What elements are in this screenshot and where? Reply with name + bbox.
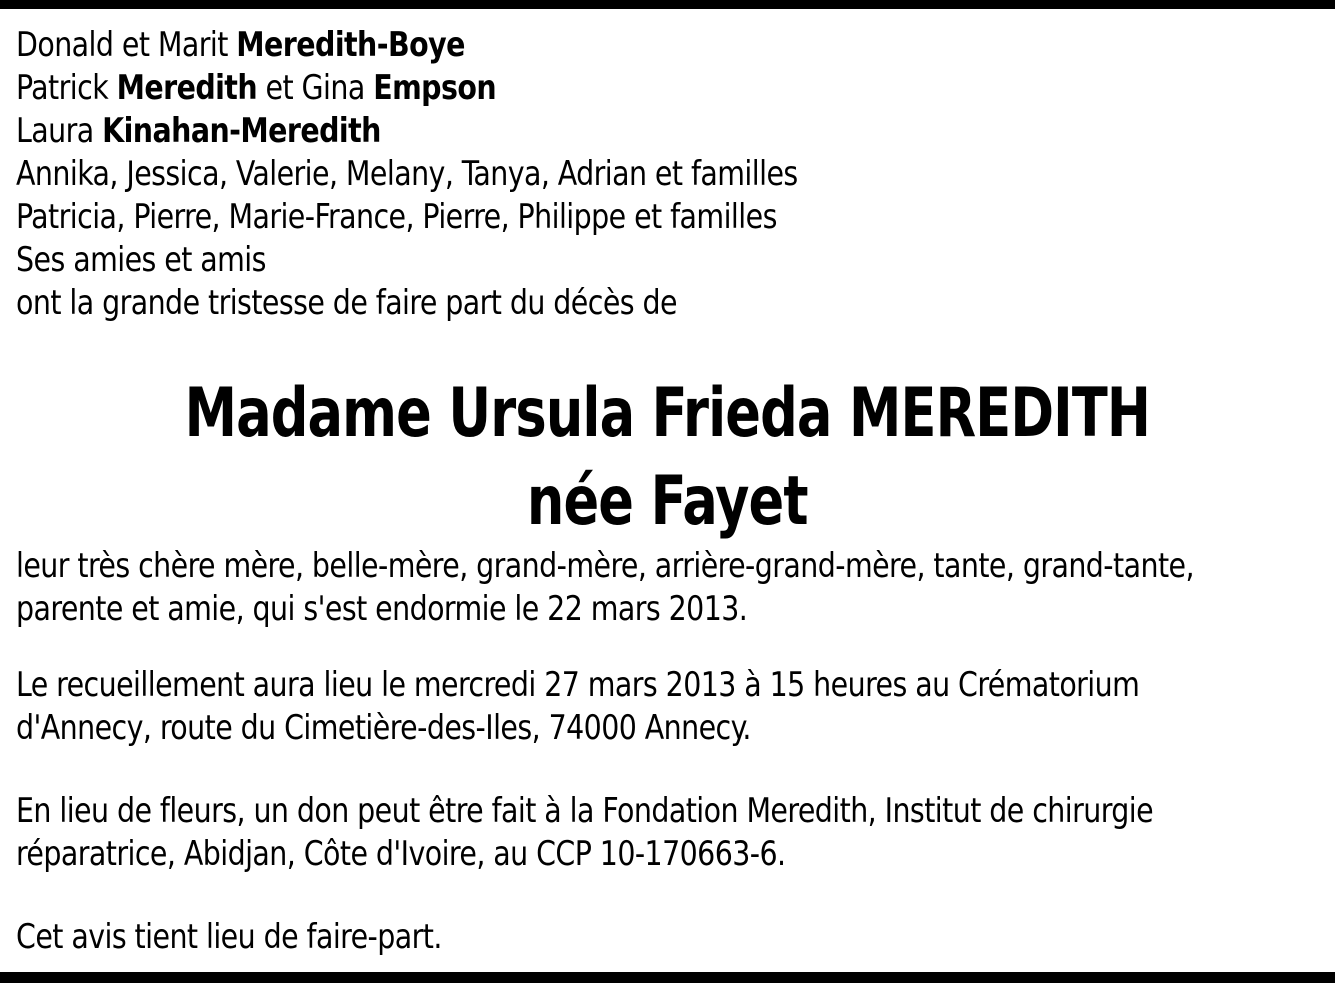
donation-line-1: En lieu de fleurs, un don peut être fait à la Fondation Meredith, Institut de chirurgie <box>16 791 1154 831</box>
family-line-2-text-a: Patrick <box>16 68 117 108</box>
deceased-maiden-name: née Fayet <box>527 462 808 541</box>
ceremony-line-1: Le recueillement aura lieu le mercredi 27 mars 2013 à 15 heures au Crématorium <box>16 665 1140 705</box>
family-line-3-surname: Kinahan-Meredith <box>102 111 381 151</box>
bottom-border-rule <box>0 972 1335 983</box>
closing-line: Cet avis tient lieu de faire-part. <box>16 917 442 957</box>
family-line-3 <box>16 110 1234 153</box>
relation-line-1: leur très chère mère, belle-mère, grand-mère, arrière-grand-mère, tante, grand-tante, <box>16 546 1194 586</box>
relation-paragraph <box>16 545 1326 631</box>
family-line-2-surname-a: Meredith <box>116 68 258 108</box>
family-line-1-surname: Meredith-Boye <box>236 25 465 65</box>
family-line-5: Patricia, Pierre, Marie-France, Pierre, Philippe et familles <box>16 197 777 237</box>
family-line-1-text: Donald et Marit <box>16 25 237 65</box>
closing-paragraph <box>16 916 1326 959</box>
family-line-6: Ses amies et amis <box>16 240 266 280</box>
family-line-2-surname-b: Empson <box>373 68 497 108</box>
ceremony-line-2: d'Annecy, route du Cimetière-des-Iles, 74000 Annecy. <box>16 708 751 748</box>
ceremony-paragraph <box>16 664 1326 750</box>
family-line-1 <box>16 24 1234 67</box>
deceased-name: Madame Ursula Frieda MEREDITH <box>184 374 1151 453</box>
family-line-3-text: Laura <box>16 111 103 151</box>
donation-line-2: réparatrice, Abidjan, Côte d'Ivoire, au CCP 10-170663-6. <box>16 834 786 874</box>
family-line-4: Annika, Jessica, Valerie, Melany, Tanya, Adrian et familles <box>16 154 798 194</box>
donation-paragraph <box>16 790 1326 876</box>
family-line-2 <box>16 67 1234 110</box>
family-line-2-text-b: et Gina <box>257 68 374 108</box>
deceased-name-block <box>0 370 1335 546</box>
family-announcers <box>16 24 1326 325</box>
top-border-rule <box>0 0 1335 9</box>
announcement-intro: ont la grande tristesse de faire part du décès de <box>16 283 677 323</box>
relation-line-2: parente et amie, qui s'est endormie le 22 mars 2013. <box>16 589 748 629</box>
